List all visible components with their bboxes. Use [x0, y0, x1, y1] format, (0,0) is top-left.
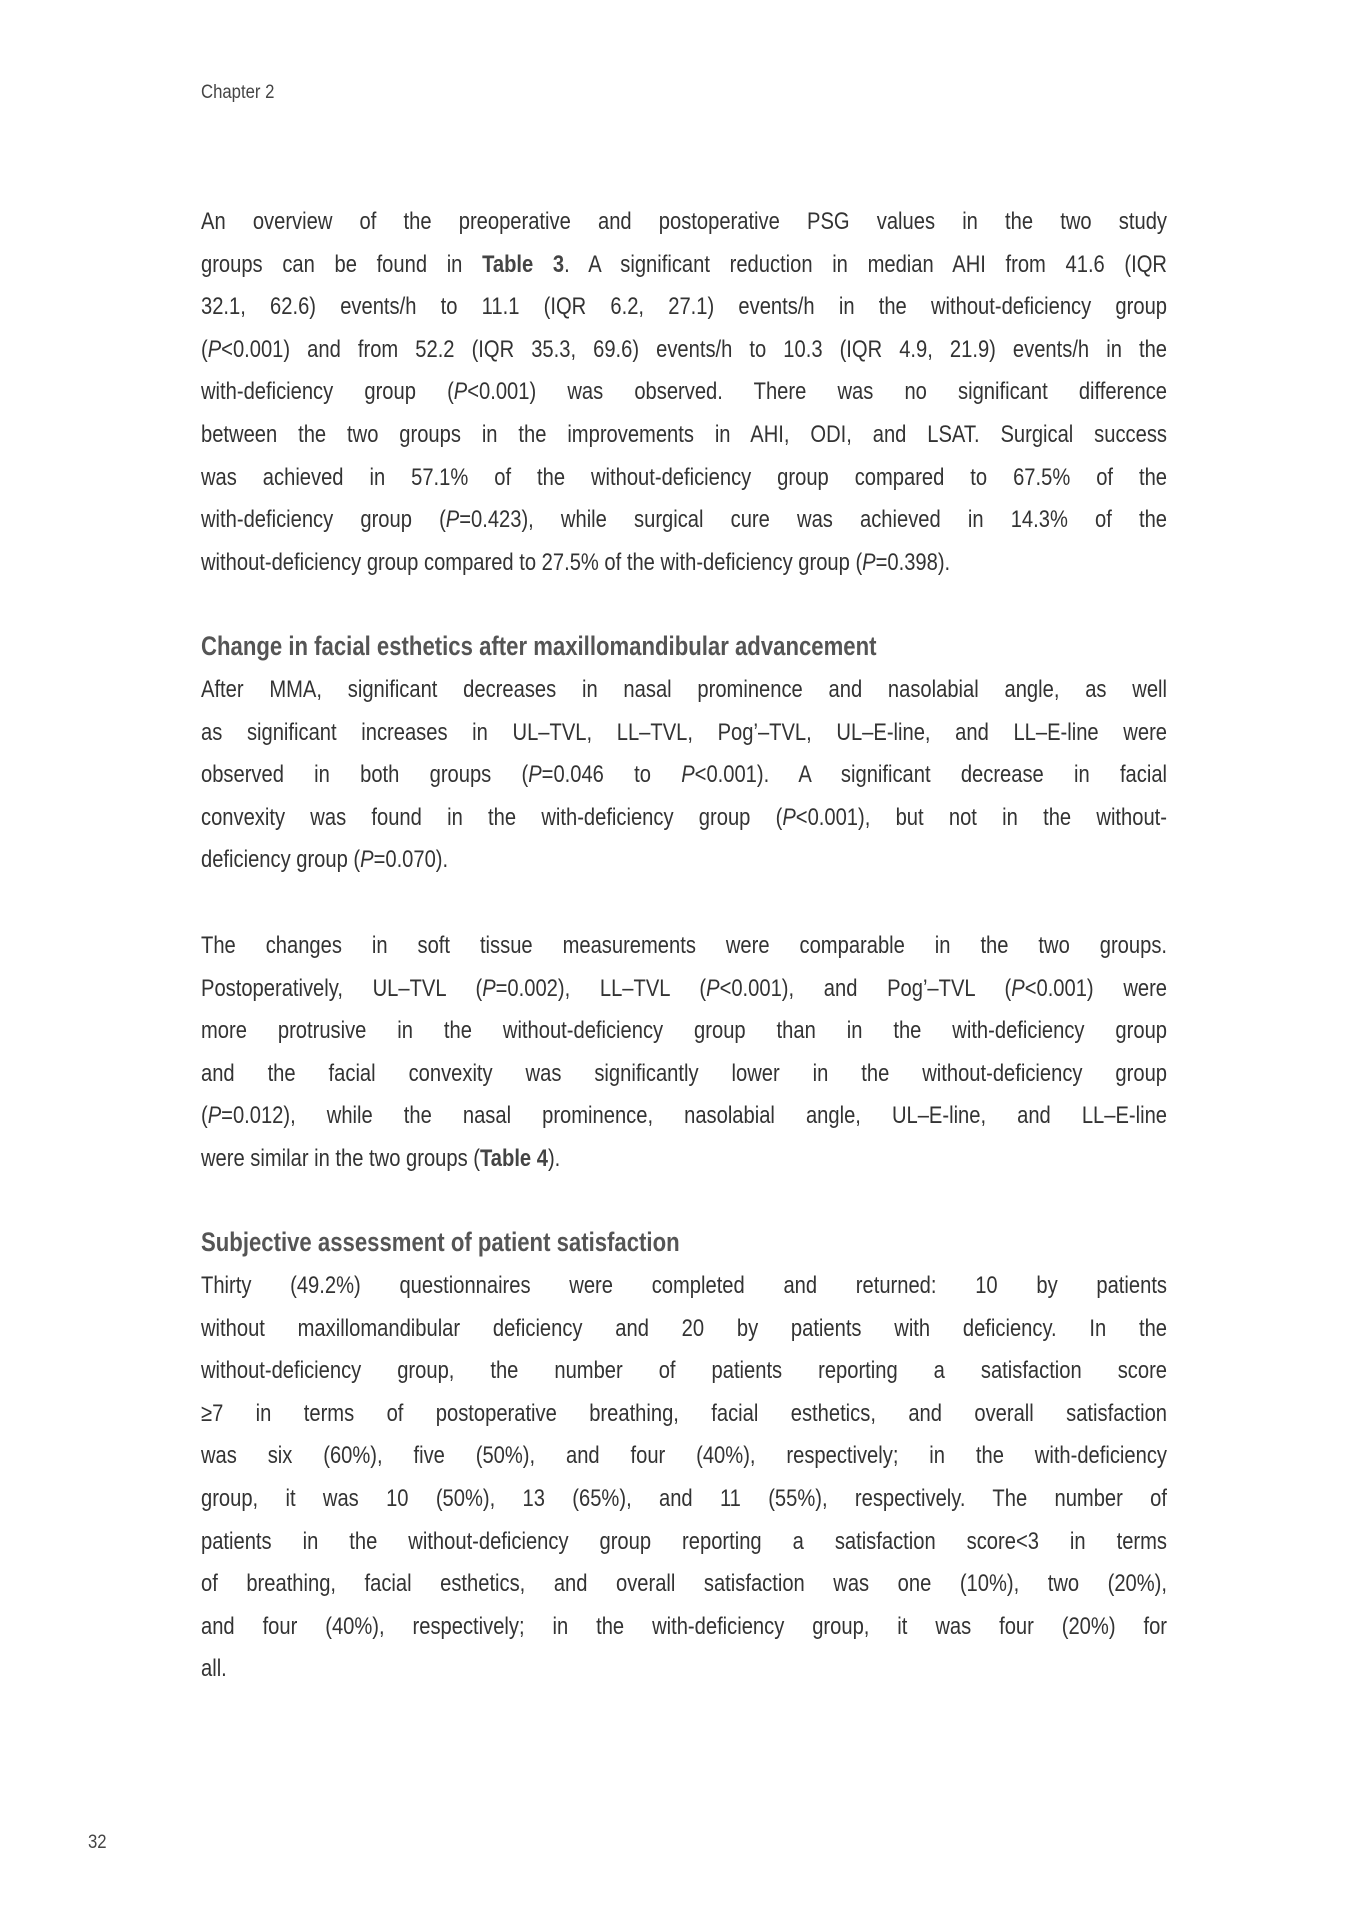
text-line	[201, 329, 1167, 372]
section-heading-patient-satisfaction: Subjective assessment of patient satisfaction	[201, 1227, 680, 1257]
text-run: convexity was found in the with-deficiency group (	[201, 803, 783, 831]
table-reference: Table 3	[482, 250, 565, 278]
text-line	[201, 1563, 1167, 1606]
text-run: <0.001). A significant decrease in facial	[694, 761, 1168, 789]
text-run: Thirty (49.2%) questionnaires were completed and returned: 10 by patients	[201, 1272, 1167, 1299]
text-run: <0.001) was observed. There was no significant difference	[467, 378, 1168, 406]
italic-symbol: P	[453, 378, 468, 406]
text-line	[201, 286, 1167, 329]
text-run: was achieved in 57.1% of the without-deficiency group compared to 67.5% of the	[201, 463, 1167, 491]
text-run: groups can be found in	[201, 250, 483, 278]
text-run: patients in the without-deficiency group reporting a satisfaction score<3 in terms	[201, 1527, 1167, 1555]
text-run: ).	[547, 1144, 561, 1172]
text-run: ≥7 in terms of postoperative breathing, facial esthetics, and overall satisfaction	[201, 1399, 1167, 1427]
text-run: =0.012), while the nasal prominence, nasolabial angle, UL–E-line, and LL–E-line	[221, 1102, 1168, 1130]
text-run: deficiency group (	[201, 846, 361, 874]
text-line	[201, 1095, 1167, 1138]
text-line	[201, 1308, 1167, 1351]
running-header: Chapter 2	[201, 82, 275, 103]
text-run: with-deficiency group (	[201, 506, 446, 534]
italic-symbol: P	[360, 846, 374, 874]
text-line	[201, 1648, 1167, 1691]
text-run: An overview of the preoperative and postoperative PSG values in the two study	[201, 208, 1167, 235]
text-line	[201, 457, 1167, 500]
text-run: was six (60%), five (50%), and four (40%), respectively; in the with-deficiency	[201, 1442, 1167, 1470]
text-line	[201, 1393, 1167, 1436]
text-line	[201, 244, 1167, 287]
text-line	[201, 1010, 1167, 1053]
table-reference: Table 4	[479, 1144, 548, 1172]
text-line	[201, 1053, 1167, 1096]
text-run: <0.001) and from 52.2 (IQR 35.3, 69.6) events/h to 10.3 (IQR 4.9, 21.9) events/h in the	[221, 335, 1168, 363]
text-line	[201, 201, 1167, 244]
italic-symbol: P	[1011, 974, 1025, 1002]
text-run: as significant increases in UL–TVL, LL–TVL, Pog’–TVL, UL–E-line, and LL–E-line were	[201, 718, 1167, 746]
text-run: more protrusive in the without-deficiency group than in the with-deficiency group	[201, 1017, 1167, 1045]
italic-symbol: P	[706, 974, 720, 1002]
text-run: without maxillomandibular deficiency and 20 by patients with deficiency. In the	[201, 1314, 1167, 1342]
text-run: and the facial convexity was significantly lower in the without-deficiency group	[201, 1059, 1167, 1087]
page-number: 32	[88, 1832, 107, 1853]
text-line	[201, 968, 1167, 1011]
paragraph-satisfaction	[201, 1265, 1167, 1691]
italic-symbol: P	[528, 761, 542, 789]
text-run: 32.1, 62.6) events/h to 11.1 (IQR 6.2, 27.1) events/h in the without-deficiency group	[201, 293, 1167, 321]
text-line	[201, 1138, 1167, 1181]
text-run: =0.002), LL–TVL (	[495, 974, 707, 1002]
text-run: . A significant reduction in median AHI from 41.6 (IQR	[564, 250, 1167, 278]
paragraph-psg-results	[201, 201, 1167, 584]
text-run: and four (40%), respectively; in the with-deficiency group, it was four (20%) for	[201, 1612, 1167, 1640]
text-run: =0.070).	[373, 846, 449, 874]
text-line	[201, 542, 1167, 585]
text-line	[201, 797, 1167, 840]
text-run: The changes in soft tissue measurements were comparable in the two groups.	[201, 932, 1167, 959]
text-run: Postoperatively, UL–TVL (	[201, 974, 483, 1002]
text-line	[201, 1606, 1167, 1649]
italic-symbol: P	[681, 761, 695, 789]
text-run: <0.001), and Pog’–TVL (	[719, 974, 1012, 1002]
text-run: without-deficiency group, the number of patients reporting a satisfaction score	[201, 1357, 1167, 1385]
italic-symbol: P	[482, 974, 496, 1002]
text-run: with-deficiency group (	[201, 378, 454, 406]
text-run: without-deficiency group compared to 27.5% of the with-deficiency group (	[201, 548, 863, 576]
text-run: <0.001) were	[1024, 974, 1168, 1002]
paragraph-soft-tissue	[201, 925, 1167, 1181]
text-run: observed in both groups (	[201, 761, 529, 789]
italic-symbol: P	[862, 548, 876, 576]
italic-symbol: P	[207, 1102, 222, 1130]
section-heading-facial-esthetics: Change in facial esthetics after maxillomandibular advancement	[201, 631, 877, 661]
text-run: all.	[201, 1655, 227, 1683]
text-run: =0.046 to	[541, 761, 682, 789]
text-line	[201, 1435, 1167, 1478]
text-line	[201, 712, 1167, 755]
text-run: between the two groups in the improvements in AHI, ODI, and LSAT. Surgical success	[201, 420, 1167, 448]
text-run: of breathing, facial esthetics, and overall satisfaction was one (10%), two (20%),	[201, 1570, 1167, 1598]
text-line	[201, 1521, 1167, 1564]
text-run: <0.001), but not in the without-	[795, 803, 1167, 831]
text-run: were similar in the two groups (	[201, 1144, 480, 1172]
text-line	[201, 669, 1167, 712]
text-line	[201, 1265, 1167, 1308]
text-run: (	[201, 335, 208, 363]
text-run: After MMA, significant decreases in nasal prominence and nasolabial angle, as well	[201, 676, 1167, 703]
italic-symbol: P	[445, 506, 460, 534]
text-run: group, it was 10 (50%), 13 (65%), and 11 (55%), respectively. The number of	[201, 1484, 1167, 1512]
text-line	[201, 925, 1167, 968]
text-line	[201, 371, 1167, 414]
paragraph-mma-changes	[201, 669, 1167, 882]
text-line	[201, 1478, 1167, 1521]
italic-symbol: P	[782, 803, 796, 831]
italic-symbol: P	[207, 335, 222, 363]
text-line	[201, 414, 1167, 457]
text-run: =0.423), while surgical cure was achieved in 14.3% of the	[459, 506, 1168, 534]
text-line	[201, 499, 1167, 542]
text-line	[201, 839, 1167, 882]
text-line	[201, 754, 1167, 797]
text-run: =0.398).	[875, 548, 951, 576]
text-run: (	[201, 1102, 208, 1130]
text-line	[201, 1350, 1167, 1393]
